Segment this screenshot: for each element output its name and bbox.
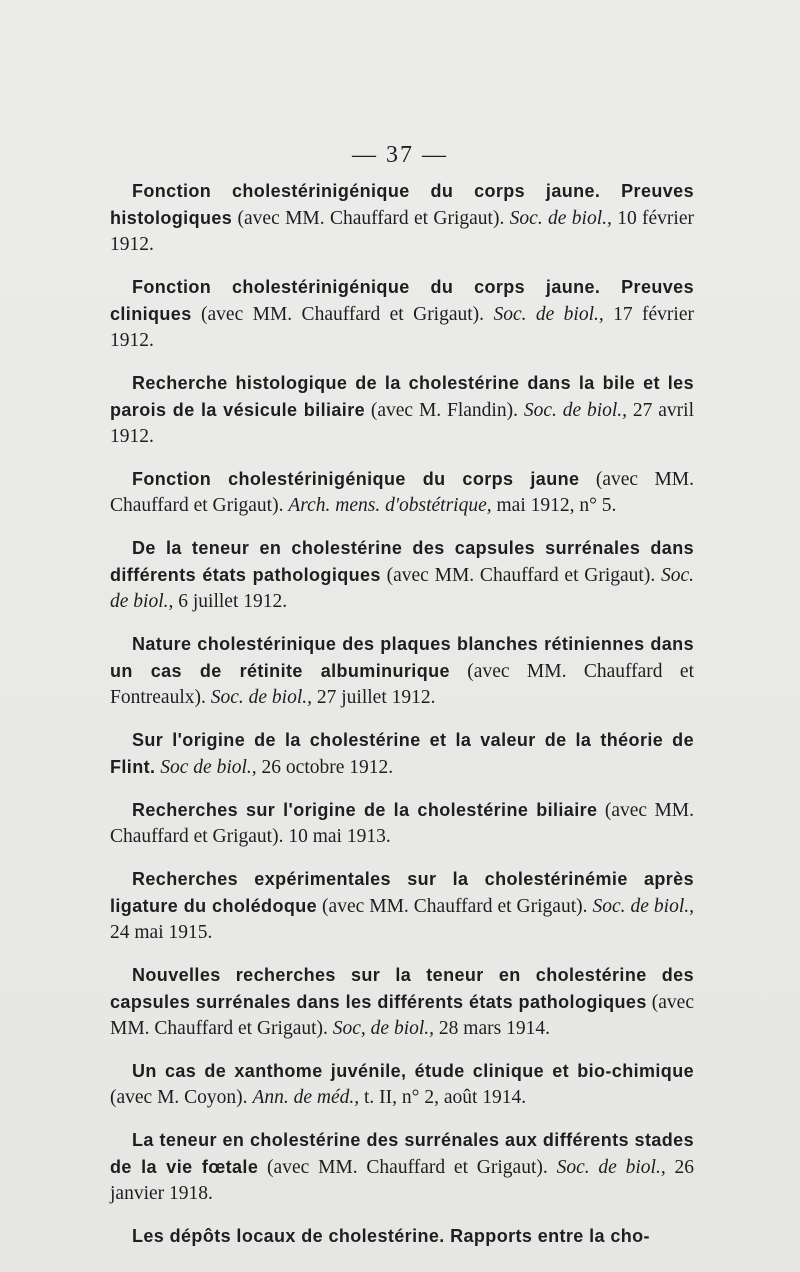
entry-title: Fonction cholestérinigénique du corps jaune. Preuves cliniques — [110, 277, 694, 324]
entry-date: 27 juillet 1912. — [312, 687, 436, 708]
entry-journal: Soc. de biol., — [509, 208, 612, 229]
entry-details: (avec M. Coyon). — [110, 1087, 253, 1108]
entry-details: (avec MM. Chauffard et Fontreaulx). — [110, 661, 694, 708]
bibliography-entry — [110, 866, 694, 946]
bibliography-entry — [110, 535, 694, 615]
entry-date: 28 mars 1914. — [434, 1018, 550, 1039]
entry-title: Recherches expérimentales sur la cholestérinémie après ligature du cholédoque — [110, 869, 694, 916]
entry-date: 26 janvier 1918. — [110, 1157, 695, 1204]
entry-details: (avec MM. Chauffard et Grigaut). — [110, 469, 694, 516]
entry-journal: Arch. mens. d'obstétrique, — [288, 495, 492, 516]
entry-title: Sur l'origine de la cholestérine et la valeur de la théorie de Flint. — [110, 730, 694, 777]
entry-date: mai 1912, n° 5. — [491, 495, 617, 516]
entry-title: De la teneur en cholestérine des capsules surrénales dans différents états pathologiques — [110, 538, 694, 585]
entry-date: 6 juillet 1912. — [173, 591, 288, 612]
entry-journal: Soc. de biol., — [493, 304, 604, 325]
entry-title: La teneur en cholestérine des surrénales aux différents stades de la vie fœtale — [110, 1130, 694, 1177]
entry-journal: Soc. de biol., — [523, 400, 628, 421]
entry-journal: Soc. de biol., — [110, 565, 695, 612]
entry-date: 27 avril 1912. — [110, 400, 694, 447]
entry-journal: Soc. de biol., — [556, 1157, 666, 1178]
entry-title: Recherches sur l'origine de la cholestérine biliaire — [132, 800, 598, 820]
entry-details: (avec MM. Chauffard et Grigaut). — [191, 304, 494, 325]
entry-date: 10 février 1912. — [110, 208, 694, 255]
page-number: — 37 — — [352, 142, 448, 168]
entry-title: Recherche histologique de la cholestérine dans la bile et les parois de la vésicule biliaire — [110, 373, 694, 420]
entry-journal: Soc. de biol., — [592, 896, 694, 917]
bibliography-entry — [110, 1223, 694, 1250]
bibliography-entry — [110, 962, 694, 1042]
entry-details: (avec MM. Chauffard et Grigaut). — [258, 1157, 557, 1178]
entry-date: 24 mai 1915. — [110, 922, 213, 943]
bibliography-entry — [110, 178, 694, 258]
bibliography-entry — [110, 274, 694, 354]
entry-journal: Soc, de biol., — [332, 1018, 435, 1039]
entry-title: Nature cholestérinique des plaques blanches rétiniennes dans un cas de rétinite albuminurique — [110, 634, 694, 681]
entry-details: (avec MM. Chauffard et Grigaut). — [317, 896, 593, 917]
bibliography-entry — [110, 1127, 694, 1207]
entry-title: Un cas de xanthome juvénile, étude clinique et bio-chimique — [132, 1061, 694, 1081]
bibliography-entry — [110, 1058, 694, 1111]
entry-details: (avec MM. Chauffard et Grigaut). — [380, 565, 661, 586]
entry-journal: Ann. de méd., — [252, 1087, 360, 1108]
entry-title: Les dépôts locaux de cholestérine. Rapports entre la cho- — [132, 1226, 650, 1246]
entry-details: (avec MM. Chauffard et Grigaut). 10 mai 1913. — [110, 800, 694, 847]
bibliography-entry — [110, 797, 694, 850]
entry-details: (avec MM. Chauffard et Grigaut). — [232, 208, 510, 229]
entry-title: Fonction cholestérinigénique du corps jaune — [132, 469, 580, 489]
entry-date: t. II, n° 2, août 1914. — [359, 1087, 527, 1108]
entry-journal: Soc. de biol., — [210, 687, 313, 708]
entry-date: 17 février 1912. — [110, 304, 694, 351]
entry-journal: Soc de biol., — [160, 757, 257, 778]
bibliography-list — [110, 178, 694, 1250]
bibliography-entry — [110, 370, 694, 450]
bibliography-entry — [110, 727, 694, 781]
entry-date: 26 octobre 1912. — [256, 757, 394, 778]
entry-details: (avec MM. Chauffard et Grigaut). — [110, 992, 694, 1039]
entry-details: (avec M. Flandin). — [365, 400, 524, 421]
bibliography-entry — [110, 466, 694, 519]
entry-title: Fonction cholestérinigénique du corps jaune. Preuves histologiques — [110, 181, 694, 228]
bibliography-entry — [110, 631, 694, 711]
entry-title: Nouvelles recherches sur la teneur en cholestérine des capsules surrénales dans les différents états pathologiques — [110, 965, 694, 1012]
